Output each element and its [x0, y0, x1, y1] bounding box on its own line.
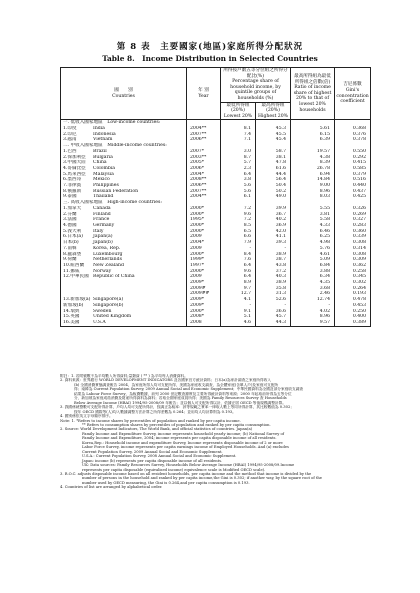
country-name-en: Malaysia	[93, 171, 114, 177]
year-cell: 2003**	[187, 155, 221, 161]
year-cell: 2009##	[187, 291, 221, 297]
footnote-line: 2. Source: World Development Indicators, The World Bank, and official statistics of countries. Japan(a)	[60, 427, 253, 432]
year-cell: 2000*	[187, 309, 221, 315]
title-chinese: 第 8 表 主要國家(地區)家庭所得分配狀況	[116, 42, 304, 52]
lowest-share-cell: 9.6	[221, 269, 256, 275]
footnote-line: 附註：1. 若附號數不為平均數入所得資料;量類資 ( ** ) 為平均每人消費資料。	[60, 374, 188, 378]
lowest-share-cell: 6.4	[221, 274, 256, 280]
lowest-share-cell: 8.1	[221, 126, 256, 132]
country-name-cn: 16.美國	[63, 319, 80, 325]
ratio-cell: 3.88	[291, 269, 335, 275]
highest-share-cell: 50.4	[256, 183, 291, 189]
gini-cell: 0.283	[335, 223, 371, 229]
highest-share-cell: 61.6	[256, 166, 291, 172]
lowest-share-cell: 5.1	[221, 314, 256, 320]
year-cell: 2009#	[187, 286, 221, 292]
gini-cell: 0.453	[335, 303, 371, 309]
lowest-share-cell: 2.3	[221, 166, 256, 172]
gini-cell: 0.264	[335, 286, 371, 292]
year-cell: 2004*	[187, 240, 221, 246]
footnote-line: 4. Countries of list are arranged by alphabetical order.	[60, 485, 163, 490]
gini-cell: 0.302	[335, 280, 371, 286]
gini-cell: 0.193	[335, 291, 371, 297]
year-cell: 2007**	[187, 189, 221, 195]
footnote-line: Korea,Rep.: Household income and expenditure Survey, Income represents disposable income of 2 or more	[82, 440, 283, 445]
ratio-cell: 6.39	[291, 137, 335, 143]
highest-share-cell: 36.9	[256, 223, 291, 229]
highest-share-cell: 50.2	[256, 189, 291, 195]
footnote-line: U.S.A.: Current Population Survey, 2008 Annual Social and Economic Supplement.	[82, 454, 237, 459]
highest-share-cell: 38.7	[256, 257, 291, 263]
page-titles	[0, 42, 420, 64]
country-name-en: Thailand	[93, 194, 114, 200]
country-name-cn: 8.盧森堡	[63, 251, 82, 257]
header-highest-en: Highest 20%	[258, 113, 288, 119]
country-name-cn: 1.加拿大	[63, 205, 82, 211]
header-lowest-en: Lowest 20%	[223, 113, 253, 119]
lowest-share-cell: 4.6	[221, 320, 256, 326]
country-name-cn: 4.德國	[63, 223, 77, 228]
highest-share-cell: 36.6	[256, 309, 291, 315]
country-name-en: Colombia	[93, 165, 116, 171]
year-cell: 2007**	[187, 132, 221, 138]
lowest-share-cell: 6.4	[221, 263, 256, 269]
highest-share-cell: 44.3	[256, 320, 291, 326]
year-cell: 2009*	[187, 303, 221, 309]
country-name-en: Luxembourg	[93, 251, 123, 257]
ratio-cell: 5.09	[291, 257, 335, 263]
country-name-cn: 新加坡(b)	[63, 302, 84, 308]
country-name-en: Japan(b)	[93, 240, 113, 246]
ratio-cell: 4.61	[291, 252, 335, 258]
lowest-share-cell: 4.1	[221, 297, 256, 303]
header-year-cn: 年 別	[198, 88, 209, 94]
header-ratio-en: Ratio of income share of highest 20% to that of lowest 20% households	[293, 85, 332, 113]
income-distribution-table	[60, 67, 371, 327]
year-cell: 1997*	[187, 263, 221, 269]
year-cell: 2009	[187, 234, 221, 240]
lowest-share-cell: 12.7	[221, 291, 256, 297]
footnote-line: number used by OECD measuring, the Gini is 0.264,and per capita consumption is 0.193.	[82, 480, 250, 485]
country-name-cn: 3.中國大陸	[63, 160, 86, 166]
country-name-cn: 3.越南	[63, 137, 77, 143]
year-cell: 2008*	[187, 314, 221, 320]
footnote-line: represents per capita disposable (equivalised income) equivalence scale is Modified OECD scale).	[82, 467, 266, 472]
highest-share-cell: 49.0	[256, 194, 291, 200]
highest-share-cell: 36.7	[256, 212, 291, 218]
gini-cell: 0.326	[335, 206, 371, 212]
country-name-en: Canada	[93, 205, 111, 211]
lowest-share-cell: 8.5	[221, 223, 256, 229]
ratio-cell: 4.98	[291, 240, 335, 246]
year-cell: 2004**	[187, 194, 221, 200]
year-cell: 1995*	[187, 217, 221, 223]
highest-share-cell: 44.4	[256, 172, 291, 178]
gini-cell: 0.308	[335, 252, 371, 258]
country-cell	[61, 320, 187, 326]
highest-share-cell: 42.0	[256, 229, 291, 235]
ratio-cell: 8.39	[291, 160, 335, 166]
highest-share-cell: -	[256, 303, 291, 309]
country-name-cn: 7.菲律賓	[63, 183, 82, 189]
footnote-line: number of persons in the household and ranked by per capita income,the Gini is 0.302; if another way, by the square root of the	[82, 476, 322, 481]
footnote-line: 結果為 Labour Force Survey，為稅費數據，前列 2000 世記數查據實及主要所得統計資料等來源；2000 年起取前所得為五等分位	[74, 391, 292, 396]
country-name-en: Brazil	[93, 148, 107, 154]
gini-cell: 0.314	[335, 246, 371, 252]
title-english: Table 8. Income Distribution in Selected Countries	[102, 54, 318, 63]
footnote-line: Below Average Income (HBAI) 1994/95-2008/09 年報告；並以個人可支配所得以計，依據正屆 OECD 等值規模調整計算。	[74, 400, 286, 405]
year-cell: 1999*	[187, 257, 221, 263]
ratio-cell: 5.55	[291, 206, 335, 212]
lowest-share-cell: 8.4	[221, 252, 256, 258]
country-name-cn: 13.新加坡(a)	[63, 297, 91, 303]
year-cell: 2004*	[187, 172, 221, 178]
country-name-en: United Kingdom	[93, 314, 132, 320]
gini-cell: 0.425	[335, 194, 371, 200]
highest-share-cell: 47.8	[256, 160, 291, 166]
header-country	[61, 68, 187, 120]
country-name-cn: 10.紐西蘭	[63, 262, 85, 268]
gini-cell: 0.362	[335, 263, 371, 269]
footnote-line: (b) 全國消費實態調查報告 2004，為家庭所得人均可支配所得，美國為家庭收支調查，為全體家庭(含單人戶)及家庭可支配所	[74, 382, 279, 387]
ratio-cell: 6.46	[291, 229, 335, 235]
year-cell: 2009*	[187, 297, 221, 303]
header-highest	[256, 102, 291, 120]
gini-cell: 0.400	[335, 314, 371, 320]
country-name-cn: 4.哥倫比亞	[63, 165, 86, 171]
gini-cell: 0.258	[335, 269, 371, 275]
header-year-en: Year	[198, 93, 209, 99]
footnotes	[60, 374, 372, 490]
footnote-line: 得；南韓為 Current Population Survey, 2009 Annual Social and Economic Supplement；中華民國資料為全國及部分家庭收支調查	[74, 387, 304, 392]
year-cell: 2009	[187, 274, 221, 280]
ratio-cell: 4.35	[291, 280, 335, 286]
header-lowest	[221, 102, 256, 120]
header-gini-cn: 吉尼係數	[343, 82, 362, 88]
country-name-en: Singapore(b)	[93, 302, 124, 308]
highest-share-cell: 40.2	[256, 217, 291, 223]
group-label: 三. 高收入國家地區 High-income countries:	[61, 200, 187, 206]
lowest-share-cell: 6.1	[221, 194, 256, 200]
country-name-en: Vietnam	[93, 137, 113, 143]
lowest-share-cell: 6.5	[221, 229, 256, 235]
header-percentage-share	[221, 68, 291, 103]
ratio-cell: 3.81	[291, 212, 335, 218]
footnote-line: Family Income and Expenditure Survey, income represents household yearly income; (b) National Survey of	[82, 431, 285, 436]
country-name-en: Russian Federation	[93, 188, 139, 194]
gini-cell: 0.292	[335, 155, 371, 161]
ratio-cell: 12.74	[291, 297, 335, 303]
country-name-en: Philippines	[93, 183, 119, 189]
ratio-cell: 9.57	[291, 320, 335, 326]
lowest-share-cell: 3.0	[221, 149, 256, 155]
gini-cell: 0.250	[335, 309, 371, 315]
lowest-share-cell: 6.6	[221, 234, 256, 240]
highest-share-cell: 45.3	[256, 126, 291, 132]
year-cell: 2009*	[187, 280, 221, 286]
gini-cell: 0.339	[335, 234, 371, 240]
footnote-line: Family Income and Expenditure, 2004; income represents per capita disposable income of all residents.	[82, 436, 277, 441]
country-name-en: Netherlands	[93, 257, 122, 263]
footnote-line: 4. 國別係依英文字母順序排序。	[60, 414, 113, 419]
gini-cell: 0.516	[335, 177, 371, 183]
country-name-cn: 15.英國	[63, 314, 80, 320]
lowest-share-cell: -	[221, 303, 256, 309]
year-cell: 2000*	[187, 223, 221, 229]
lowest-share-cell: 7.6	[221, 257, 256, 263]
gini-cell: 0.360	[335, 229, 371, 235]
highest-share-cell: 38.1	[256, 155, 291, 161]
table-row	[61, 320, 371, 326]
highest-share-cell: 52.6	[256, 297, 291, 303]
country-name-cn: 2.保加利亞	[63, 154, 86, 160]
ratio-cell: 4.33	[291, 223, 335, 229]
lowest-share-cell: 7.9	[221, 240, 256, 246]
lowest-share-cell: 5.6	[221, 183, 256, 189]
country-name-en: Indonesia	[93, 131, 116, 137]
country-name-cn: 8.俄羅斯	[63, 188, 82, 194]
footnote-line: UK: Data sources: Family Resources Survey, Households Below Average Income (HBAI) 1994/95-2008/09.Income	[82, 463, 295, 468]
header-lowest-cn: 最低所得組(20%)	[226, 102, 250, 114]
footnote-line: Japan: income (b) represents per capita disposable income of all residents.	[82, 458, 223, 463]
country-name-en: Norway	[93, 268, 112, 274]
country-name-cn: 9.泰國	[63, 194, 77, 200]
ratio-cell: 5.61	[291, 126, 335, 132]
gini-cell: 0.345	[335, 274, 371, 280]
country-name-cn: 9.荷蘭	[63, 257, 77, 263]
footnote-line: 按年 OECD 國際等(人)均入數據調整方法計算之所得差數為 0.264；並用均人均計算則為 0.193。	[74, 409, 236, 414]
header-ratio-cn: 最高所得組為最低所得組之倍數(倍)	[294, 74, 331, 85]
year-cell: 2000*	[187, 212, 221, 218]
footnote-line: Current Population Survey, 2009 Annual Social and Economic Supplement.	[82, 449, 223, 454]
header-pct-cn: 所得按戶數五等分位組之所得分配比(%)	[223, 68, 288, 79]
country-name-cn: 11.挪威	[63, 268, 80, 274]
ratio-cell: 8.96	[291, 189, 335, 195]
gini-cell: 0.415	[335, 160, 371, 166]
country-name-en: New Zealand	[93, 262, 124, 268]
gini-cell: 0.269	[335, 212, 371, 218]
ratio-cell: 26.78	[291, 166, 335, 172]
lowest-share-cell: 3.8	[221, 177, 256, 183]
group-label: 二. 中收入國家地區 Middle-income countries:	[61, 143, 187, 149]
lowest-share-cell: 6.4	[221, 172, 256, 178]
highest-share-cell: 39.9	[256, 206, 291, 212]
year-cell: 2008**	[187, 177, 221, 183]
country-name-en: Republic of China	[93, 274, 135, 280]
country-name-en: Korea, Rep.	[93, 245, 121, 251]
gini-cell: 0.309	[335, 257, 371, 263]
country-name-en: Mexico	[93, 177, 110, 183]
header-country-en: Countries	[112, 93, 135, 99]
country-name-en: Sweden	[93, 308, 112, 314]
highest-share-cell: 45.5	[256, 132, 291, 138]
highest-share-cell: 38.9	[256, 280, 291, 286]
ratio-cell: 14.84	[291, 177, 335, 183]
ratio-cell: 6.84	[291, 263, 335, 269]
country-name-cn: 日本(b)	[63, 240, 79, 246]
ratio-cell: 3.68	[291, 286, 335, 292]
lowest-share-cell: 7.2	[221, 206, 256, 212]
country-name-en: Bulgaria	[93, 154, 113, 160]
year-cell: 2000*	[187, 269, 221, 275]
ratio-cell: 5.58	[291, 217, 335, 223]
gini-cell: 0.308	[335, 240, 371, 246]
ratio-cell: 6.15	[291, 132, 335, 138]
footnote-line: 3. 我國係就整數可支配所得計算，戶均人均可支配所得計，按調正為稅率：該等規範之實率一律取人數上等同所得計算，其比較數值為 0.302；	[60, 405, 294, 410]
lowest-share-cell: 7.4	[221, 132, 256, 138]
year-cell: 2007*	[187, 149, 221, 155]
lowest-share-cell: 7.2	[221, 217, 256, 223]
gini-cell: 0.379	[335, 172, 371, 178]
country-name-cn: 2.芬蘭	[63, 211, 77, 217]
ratio-cell: 2.46	[291, 291, 335, 297]
footnote-line: 分，新加坡為家庭成員消費及財產所得資料為資料；若取全期家庭成員所得；美國為 Family Resources Survey 查 Households	[74, 396, 287, 401]
country-name-en: China	[93, 160, 107, 166]
year-cell: 2000*	[187, 252, 221, 258]
ratio-cell: -	[291, 303, 335, 309]
ratio-cell: 8.96	[291, 314, 335, 320]
year-cell: 2004**	[187, 126, 221, 132]
header-gini	[335, 68, 371, 120]
year-cell: 2006**	[187, 137, 221, 143]
footnote-line: 2. 資料來源：世界銀行 WORLD DEVELOPMENT INDICATORS 及各國家官方統計資料；日本(a)為家計調查之家庭所得收入	[60, 378, 272, 383]
ratio-cell: 9.00	[291, 183, 335, 189]
highest-share-cell: 41.1	[256, 234, 291, 240]
year-cell: 2006*	[187, 166, 221, 172]
ratio-cell: 4.02	[291, 309, 335, 315]
lowest-share-cell: 8.9	[221, 280, 256, 286]
highest-share-cell: 38.9	[256, 252, 291, 258]
header-year	[187, 68, 221, 120]
ratio-cell: 19.57	[291, 149, 335, 155]
gini-cell: 0.378	[335, 137, 371, 143]
highest-share-cell: 40.3	[256, 274, 291, 280]
country-name-en: U.S.A	[93, 319, 106, 325]
country-name-cn: 14.瑞典	[63, 308, 80, 314]
lowest-share-cell: 9.7	[221, 286, 256, 292]
country-name-en: Finland	[93, 211, 111, 217]
lowest-share-cell: 5.7	[221, 160, 256, 166]
gini-cell: 0.327	[335, 217, 371, 223]
country-name-cn: 1.印度	[63, 126, 77, 132]
gini-cell: 0.368	[335, 126, 371, 132]
highest-share-cell: 35.8	[256, 286, 291, 292]
gini-cell: 0.376	[335, 132, 371, 138]
country-name-cn: 6.日本(a)	[63, 234, 83, 240]
year-cell: 2006**	[187, 183, 221, 189]
gini-cell: 0.550	[335, 149, 371, 155]
ratio-cell: 4.38	[291, 155, 335, 161]
lowest-share-cell: 8.7	[221, 155, 256, 161]
header-pct-en: Percentage share of household income, by quintile groups of households (%)	[230, 79, 281, 101]
country-name-en: Singapore(a)	[93, 297, 124, 303]
highest-share-cell: 39.3	[256, 240, 291, 246]
country-name-cn: 1.巴西	[63, 148, 77, 154]
lowest-share-cell: -	[221, 246, 256, 252]
year-cell: 2000*	[187, 229, 221, 235]
country-name-en: France	[93, 217, 110, 223]
country-name-en: Japan(a)	[93, 234, 113, 240]
highest-share-cell: 45.7	[256, 314, 291, 320]
table-body	[61, 120, 371, 326]
country-name-en: Germany	[93, 223, 115, 228]
highest-share-cell: 37.2	[256, 269, 291, 275]
highest-share-cell: -	[256, 246, 291, 252]
header-country-cn: 國 別	[114, 88, 133, 94]
gini-cell: 0.440	[335, 183, 371, 189]
country-name-en: Italy	[93, 228, 104, 234]
gini-cell: 0.585	[335, 166, 371, 172]
highest-share-cell: 43.8	[256, 263, 291, 269]
ratio-cell: 6.25	[291, 234, 335, 240]
country-name-cn: 6.墨西哥	[63, 177, 82, 183]
country-name-cn: 5.馬來西亞	[63, 171, 86, 177]
year-cell: 2000*	[187, 206, 221, 212]
country-name-cn: 7.南韓	[63, 245, 77, 251]
year-cell: 2005*	[187, 160, 221, 166]
highest-share-cell: 45.4	[256, 137, 291, 143]
country-name-cn: 3.法國	[63, 217, 77, 223]
country-name-cn: 2.印尼	[63, 131, 77, 137]
ratio-cell: 5.76	[291, 246, 335, 252]
country-name-cn: 12.中華民國	[63, 274, 89, 280]
gini-cell: 0.437	[335, 189, 371, 195]
highest-share-cell: 56.4	[256, 177, 291, 183]
highest-share-cell: 31.3	[256, 291, 291, 297]
highest-share-cell: 58.7	[256, 149, 291, 155]
lowest-share-cell: 9.1	[221, 309, 256, 315]
footnote-line: Labor Force Survey, income represents per capita earnings income of Employed Households. And (a) excludes	[82, 445, 289, 450]
header-highest-cn: 最高所得組(20%)	[261, 102, 285, 114]
country-name-cn: 5.義大利	[63, 228, 82, 234]
header-ratio	[291, 68, 335, 120]
group-label: 一. 低收入國家地區 Low-income countries:	[61, 120, 187, 126]
footnote-line: 3. R.O.C. adjusts disposable income based on all resident households, per capita income and the method that income is divided by the	[60, 471, 312, 476]
header-gini-en: Gini's concentration coefficient	[336, 88, 369, 105]
gini-cell: 0.389	[335, 320, 371, 326]
gini-cell: 0.478	[335, 297, 371, 303]
footnote-line: ** Refers to consumption shares by percentiles of population and ranked by per capita consumption.	[82, 422, 271, 427]
ratio-cell: 6.34	[291, 274, 335, 280]
ratio-cell: 8.03	[291, 194, 335, 200]
lowest-share-cell: 7.1	[221, 137, 256, 143]
lowest-share-cell: 5.6	[221, 189, 256, 195]
year-cell: 2009	[187, 246, 221, 252]
lowest-share-cell: 9.6	[221, 212, 256, 218]
ratio-cell: 6.94	[291, 172, 335, 178]
country-name-en: India	[93, 126, 105, 132]
year-cell: 2008	[187, 320, 221, 326]
footnote-line: Note: 1. *Refers to income shares by percentiles of population and ranked by per capita income.	[60, 418, 241, 423]
